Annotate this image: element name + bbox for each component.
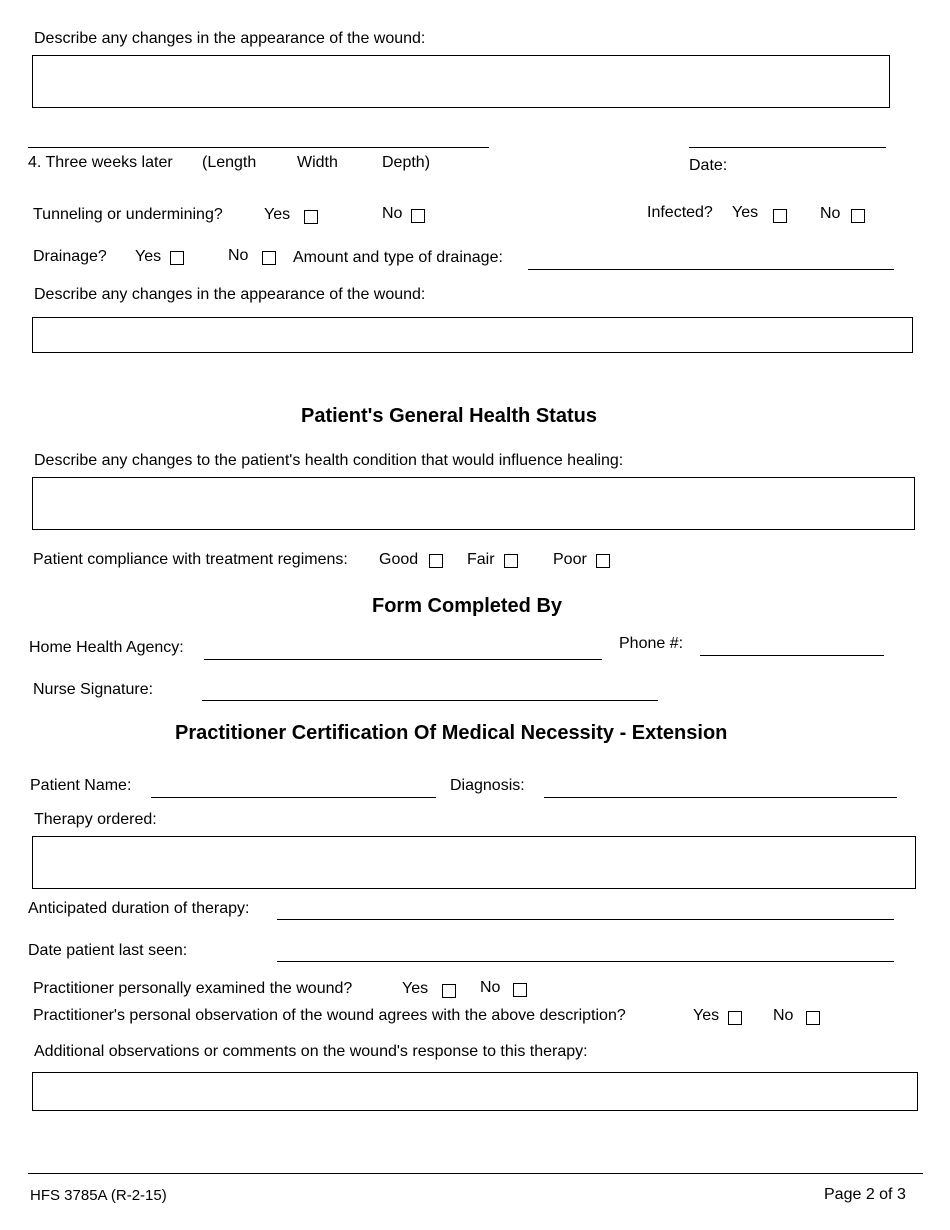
agrees-label: Practitioner's personal observation of the wound agrees with the above description? — [33, 1007, 626, 1024]
agrees-no-label: No — [773, 1007, 794, 1024]
duration-line[interactable] — [277, 919, 894, 920]
additional-label: Additional observations or comments on the wound's response to this therapy: — [34, 1043, 588, 1060]
week4-number-label: 4. Three weeks later — [28, 154, 173, 171]
page-number: Page 2 of 3 — [824, 1186, 906, 1203]
week4-drainage-label: Drainage? — [33, 248, 107, 265]
compliance-fair-checkbox[interactable] — [504, 554, 518, 568]
week4-date-label: Date: — [689, 157, 728, 174]
week4-date-line[interactable] — [689, 147, 886, 148]
week4-tunneling-yes-label: Yes — [264, 206, 291, 223]
week3-describe-label: Describe any changes in the appearance of the wound: — [34, 30, 426, 47]
week4-drainage-yes-checkbox[interactable] — [170, 251, 184, 265]
week4-depth-label: Depth) — [382, 154, 431, 171]
week4-width-label: Width — [297, 154, 338, 171]
week4-tunneling-no-label: No — [382, 205, 403, 222]
week4-describe-field[interactable] — [32, 317, 913, 353]
week4-drainage-no-label: No — [228, 247, 249, 264]
examined-no-label: No — [480, 979, 501, 996]
compliance-label: Patient compliance with treatment regimens: — [33, 551, 348, 568]
week4-describe-label: Describe any changes in the appearance of the wound: — [34, 286, 426, 303]
week4-tunneling-label: Tunneling or undermining? — [33, 206, 223, 223]
agrees-yes-label: Yes — [693, 1007, 720, 1024]
examined-no-checkbox[interactable] — [513, 983, 527, 997]
week4-tunneling-yes-checkbox[interactable] — [304, 210, 318, 224]
week4-infected-yes-checkbox[interactable] — [773, 209, 787, 223]
last-seen-label: Date patient last seen: — [28, 942, 188, 959]
nurse-signature-line[interactable] — [202, 700, 658, 701]
examined-label: Practitioner personally examined the wound? — [33, 980, 353, 997]
week4-drainage-amount-label: Amount and type of drainage: — [293, 249, 503, 266]
duration-label: Anticipated duration of therapy: — [28, 900, 250, 917]
therapy-field[interactable] — [32, 836, 916, 889]
agency-line[interactable] — [204, 659, 602, 660]
phone-line[interactable] — [700, 655, 884, 656]
agency-label: Home Health Agency: — [29, 639, 184, 656]
health-describe-label: Describe any changes to the patient's health condition that would influence healing: — [34, 452, 624, 469]
diagnosis-line[interactable] — [544, 797, 897, 798]
examined-yes-label: Yes — [402, 980, 429, 997]
compliance-fair-label: Fair — [467, 551, 495, 568]
week4-length-label: (Length — [202, 154, 257, 171]
diagnosis-label: Diagnosis: — [450, 777, 525, 794]
week4-measurements-line[interactable] — [28, 147, 489, 148]
week4-drainage-yes-label: Yes — [135, 248, 162, 265]
week4-drainage-amount-line[interactable] — [528, 269, 894, 270]
health-describe-field[interactable] — [32, 477, 915, 530]
nurse-signature-label: Nurse Signature: — [33, 681, 154, 698]
week4-infected-label: Infected? — [647, 204, 713, 221]
form-number: HFS 3785A (R-2-15) — [30, 1187, 167, 1204]
week4-tunneling-no-checkbox[interactable] — [411, 209, 425, 223]
patient-name-label: Patient Name: — [30, 777, 132, 794]
week4-drainage-no-checkbox[interactable] — [262, 251, 276, 265]
examined-yes-checkbox[interactable] — [442, 984, 456, 998]
agrees-no-checkbox[interactable] — [806, 1011, 820, 1025]
footer-divider — [28, 1173, 923, 1174]
additional-field[interactable] — [32, 1072, 918, 1111]
therapy-label: Therapy ordered: — [34, 811, 157, 828]
week4-infected-no-checkbox[interactable] — [851, 209, 865, 223]
week3-describe-field[interactable] — [32, 55, 890, 108]
patient-name-line[interactable] — [151, 797, 436, 798]
last-seen-line[interactable] — [277, 961, 894, 962]
compliance-good-checkbox[interactable] — [429, 554, 443, 568]
compliance-poor-checkbox[interactable] — [596, 554, 610, 568]
week4-infected-no-label: No — [820, 205, 841, 222]
week4-infected-yes-label: Yes — [732, 204, 759, 221]
compliance-poor-label: Poor — [553, 551, 587, 568]
compliance-good-label: Good — [379, 551, 419, 568]
phone-label: Phone #: — [619, 635, 684, 652]
agrees-yes-checkbox[interactable] — [728, 1011, 742, 1025]
